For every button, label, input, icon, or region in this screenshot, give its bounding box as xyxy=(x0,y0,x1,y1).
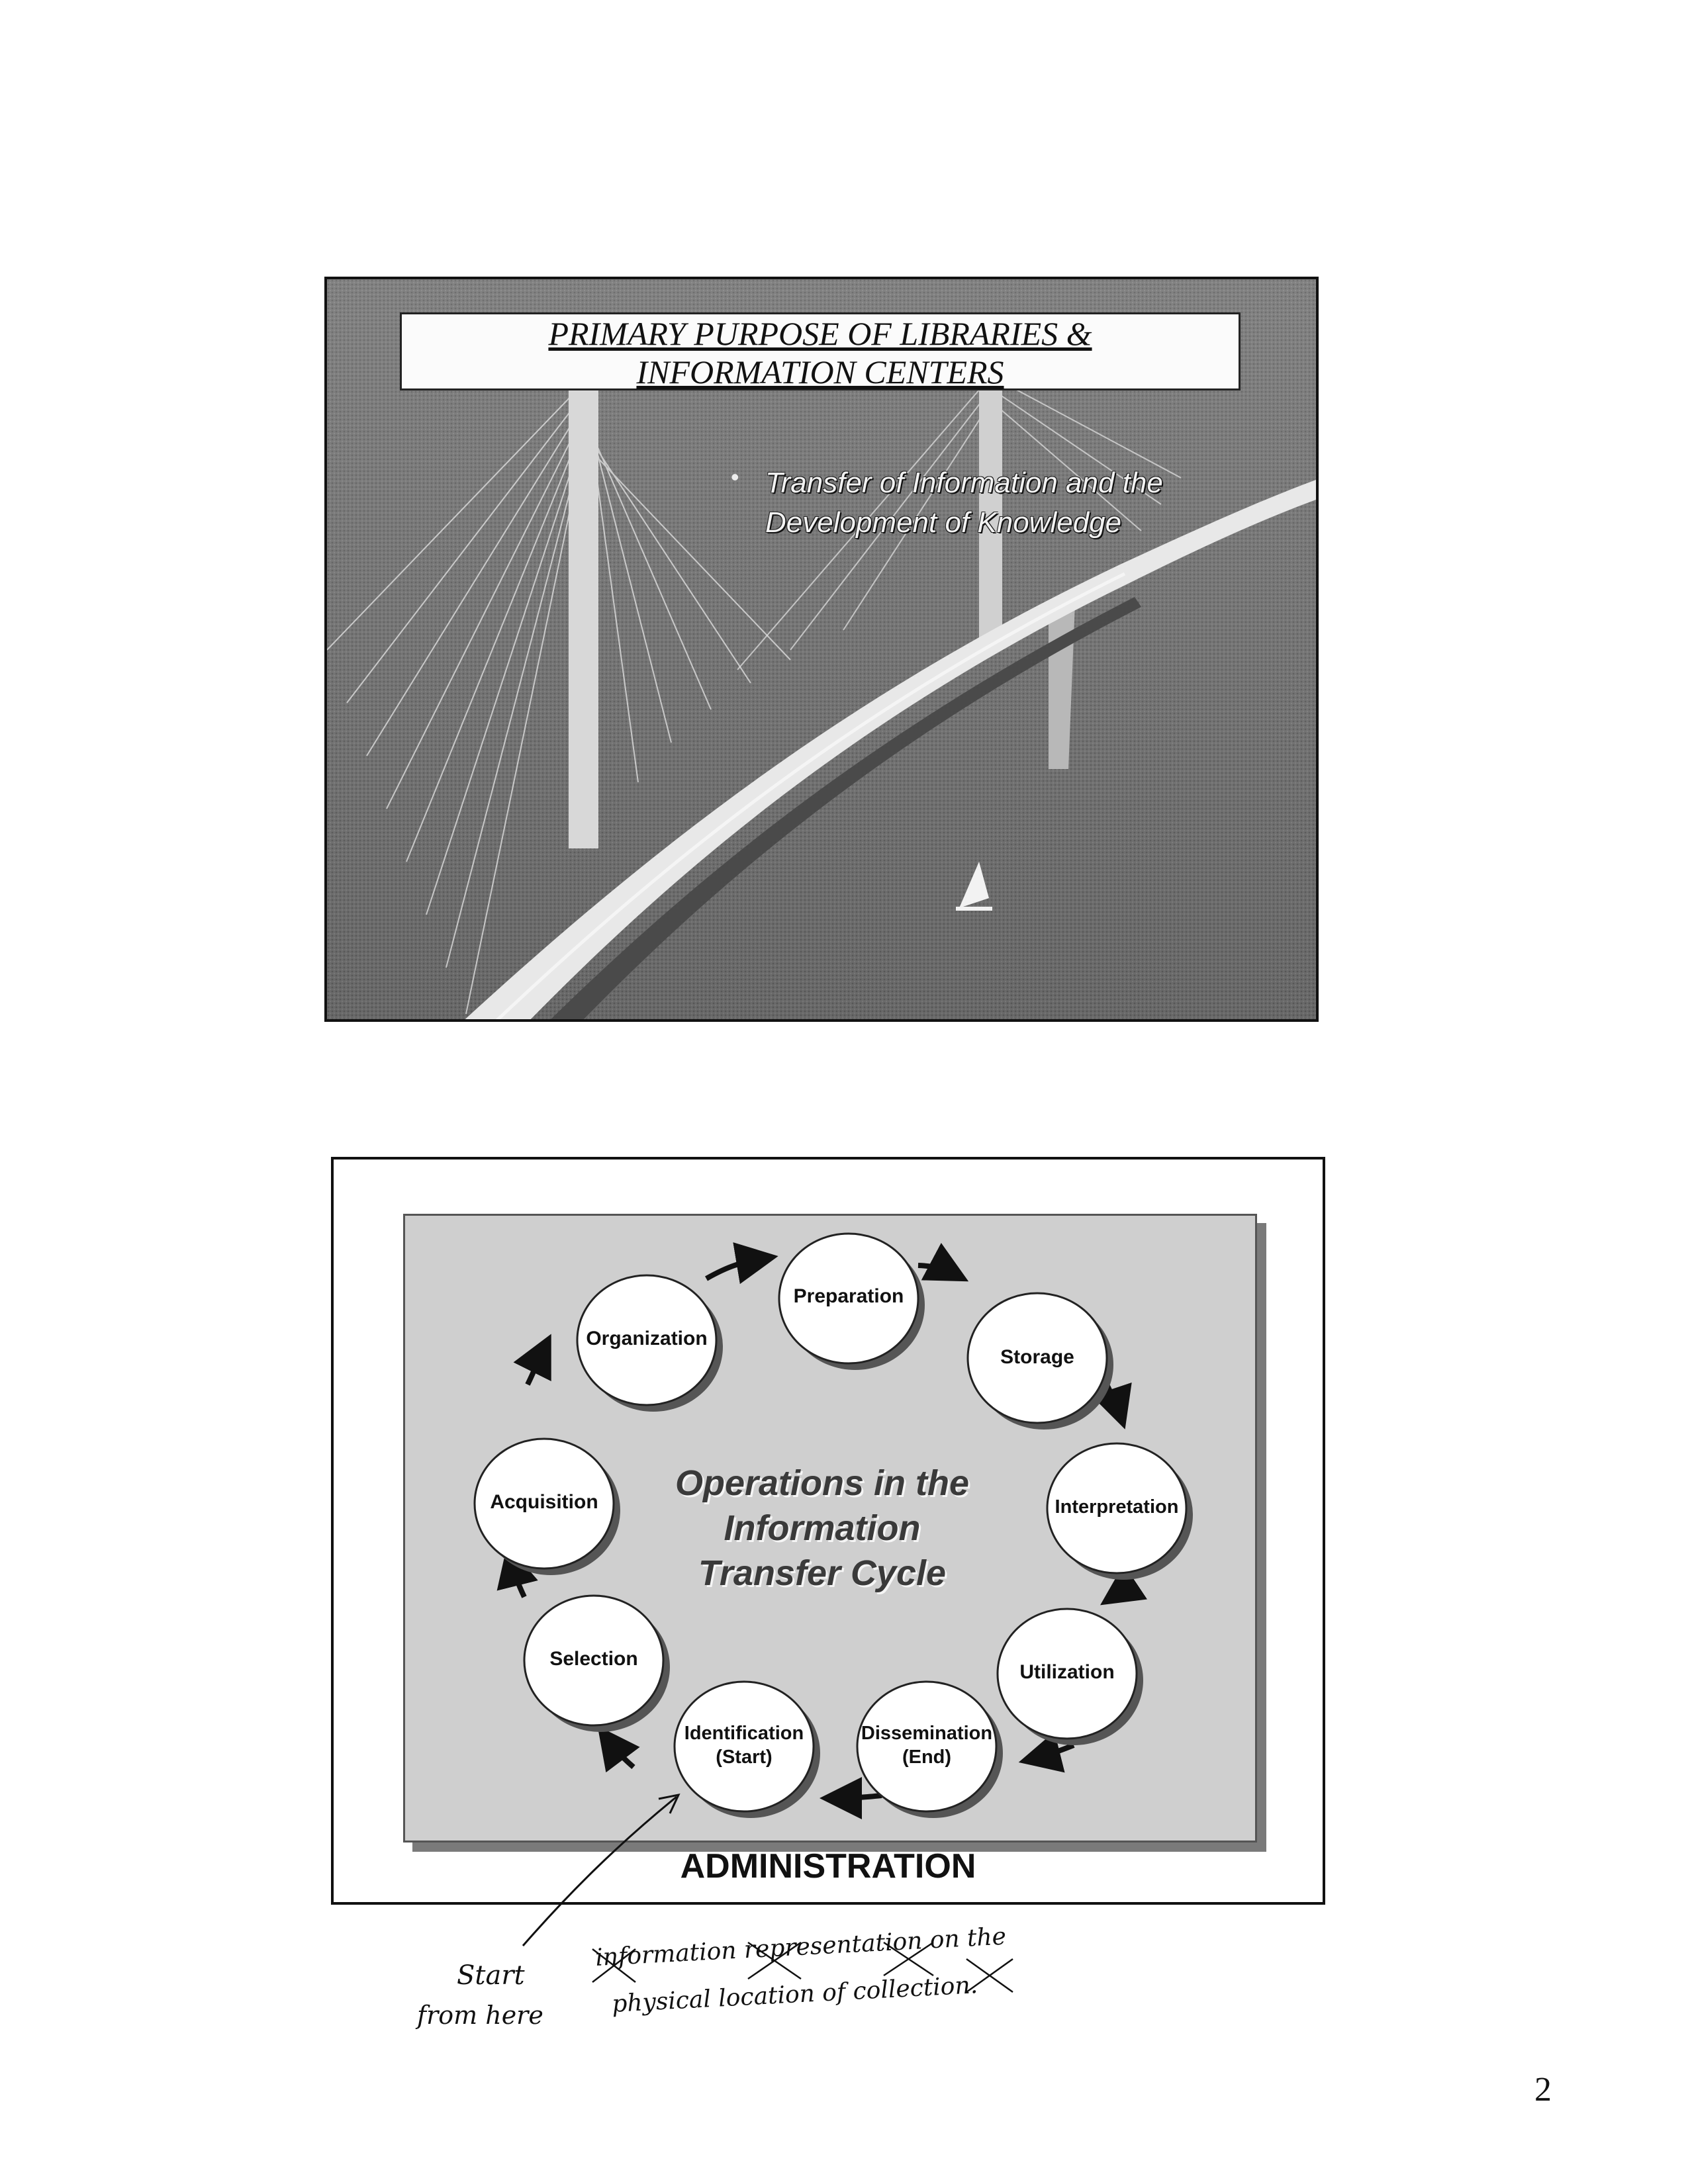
handwritten-right-line-1: information representation on the xyxy=(594,1923,1007,1972)
cycle-center-title-line-2: Information xyxy=(724,1508,921,1548)
handwritten-notes xyxy=(415,1923,1007,2030)
cycle-label-organization: Organization xyxy=(586,1328,708,1349)
slide-title-line-1: PRIMARY PURPOSE OF LIBRARIES & xyxy=(548,315,1092,352)
bullet-icon: • xyxy=(731,463,739,490)
cycle-label-interpretation: Interpretation xyxy=(1055,1496,1179,1518)
slide-title-line-2: INFORMATION CENTERS xyxy=(636,353,1004,390)
handwritten-left-line-2: from here xyxy=(417,2001,543,2030)
cycle-center-title-line-3: Transfer Cycle xyxy=(698,1553,947,1593)
page-number: 2 xyxy=(1534,2071,1552,2109)
handwritten-pointer-arrow xyxy=(523,1795,679,1946)
cycle-center-title-line-1: Operations in the xyxy=(675,1463,970,1503)
cycle-label-dissemination: Dissemination (End) xyxy=(861,1723,993,1768)
cycle-label-preparation: Preparation xyxy=(793,1285,904,1307)
handwritten-left-line-1: Start xyxy=(457,1960,525,1991)
bullet-text-line-1: Transfer of Information and the xyxy=(765,467,1163,499)
handwritten-right-line-2: physical location of collection. xyxy=(611,1972,979,2018)
cycle-label-storage: Storage xyxy=(1000,1346,1074,1368)
cycle-label-acquisition: Acquisition xyxy=(490,1491,598,1513)
cycle-label-utilization: Utilization xyxy=(1019,1661,1115,1683)
cycle-label-identification: Identification (Start) xyxy=(684,1723,804,1768)
cycle-label-selection: Selection xyxy=(549,1648,638,1670)
administration-label: ADMINISTRATION xyxy=(680,1847,976,1886)
bullet-text-line-2: Development of Knowledge xyxy=(765,506,1122,539)
